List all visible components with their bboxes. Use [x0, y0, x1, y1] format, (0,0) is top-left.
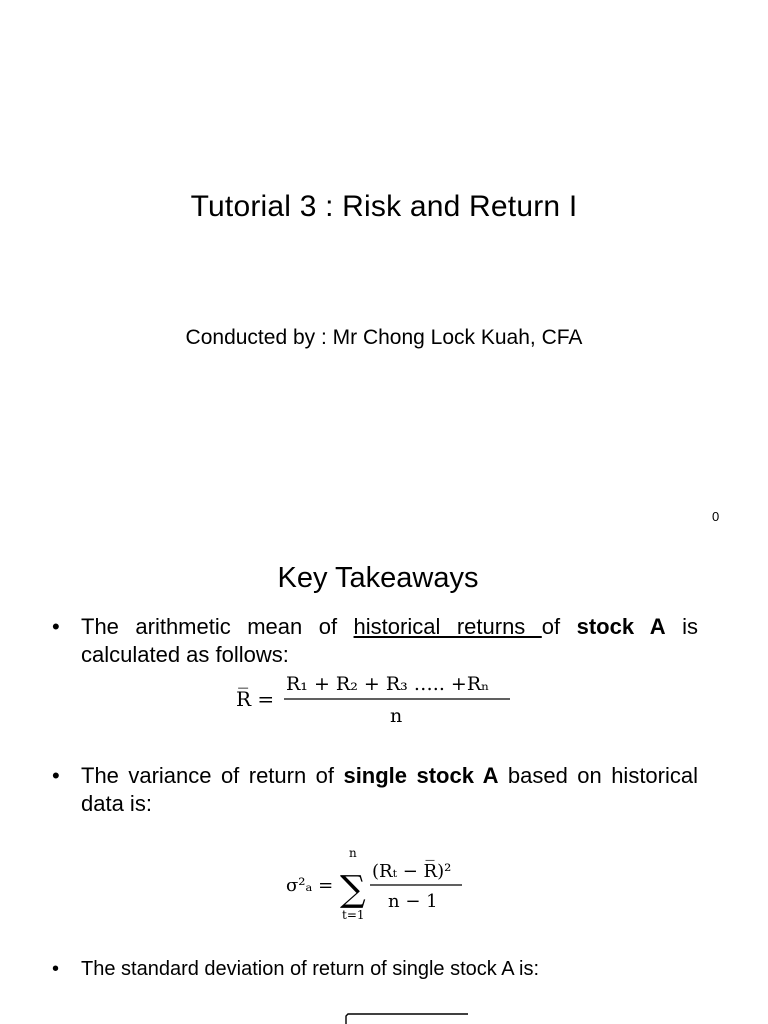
formula-denominator: n [390, 705, 403, 727]
formula-numerator: R₁ + R₂ + R₃ ….. +Rₙ [286, 673, 490, 695]
sum-upper: n [349, 846, 357, 860]
slide-title: Key Takeaways [277, 562, 479, 594]
bold-text: stock A [576, 614, 666, 639]
bold-text: single stock A [343, 763, 499, 788]
bullet-standard-deviation [52, 955, 698, 983]
sqrt-formula-partial [340, 1010, 480, 1024]
slide-subtitle: Conducted by : Mr Chong Lock Kuah, CFA [185, 326, 583, 349]
text: The variance of return of [81, 763, 344, 788]
bullet-arithmetic-mean [52, 613, 698, 669]
formula-denominator: n − 1 [388, 891, 438, 912]
underlined-text: historical returns [353, 614, 542, 639]
text: based on historical data is: [81, 763, 698, 816]
page-number: 0 [712, 509, 720, 524]
bullet-icon: • [52, 958, 60, 980]
text: The standard deviation of return of single stock A is: [81, 958, 540, 980]
formula-lhs: σ²ₐ = [286, 875, 334, 896]
text: of [541, 614, 577, 639]
mean-formula [230, 664, 520, 730]
text: The arithmetic mean of [81, 614, 354, 639]
text: is calculated as follows: [81, 614, 698, 667]
variance-formula [282, 843, 472, 925]
key-takeaways-slide [0, 540, 768, 1024]
bullet-icon: • [52, 614, 60, 639]
bullet-variance [52, 762, 698, 818]
sum-symbol: ∑ [340, 869, 366, 910]
slide-title: Tutorial 3 : Risk and Return I [190, 190, 578, 223]
formula-numerator: (Rₜ − R̅)² [372, 861, 452, 882]
bullet-icon: • [52, 763, 60, 788]
sum-lower: t=1 [342, 908, 365, 922]
formula-lhs: R̅ = [236, 687, 275, 711]
